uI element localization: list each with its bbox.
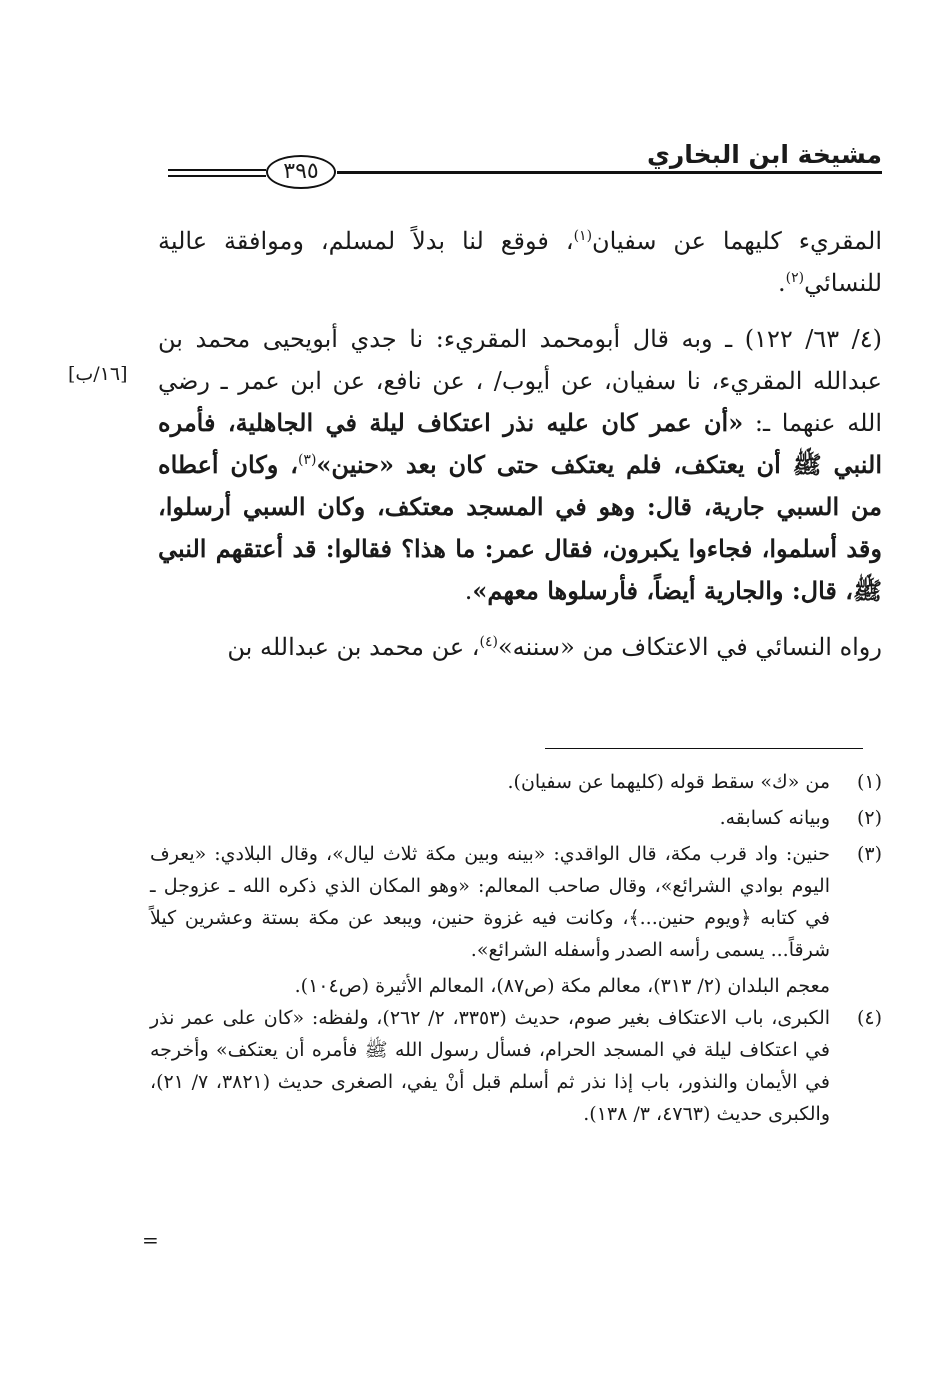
- hadith-text: «أن عمر كان عليه نذر اعتكاف ليلة في الجاهلية، فأمره النبي ﷺ أن يعتكف، فلم يعتكف حتى كان بعد «حنين»: [158, 408, 882, 479]
- text-span: المقريء كليهما عن سفيان: [592, 227, 882, 255]
- footnote-ref-2: (٢): [785, 270, 805, 286]
- text-span: ، فوقع لنا بدلاً لمسلم، وموافقة عالية للنسائي: [158, 227, 882, 297]
- book-title: مشيخة ابن البخاري: [646, 140, 882, 169]
- footnote-4: [150, 1002, 882, 1130]
- text-span: رواه النسائي في الاعتكاف من «سننه»: [498, 633, 882, 661]
- paragraph-1: [158, 220, 882, 304]
- text-span: ، عن محمد بن عبدالله بن: [227, 633, 480, 661]
- footnote-text: حنين: واد قرب مكة، قال الواقدي: «بينه وبين مكة ثلاث ليال»، وقال البلادي: «يعرف اليوم بوادي الشرائع»، وقال صاحب المعالم: «وهو المكان الذي ذكره الله ـ عزوجل ـ في كتابه ﴿ويوم حنين...﴾، وكانت فيه غزوة حنين، ويبعد عن مكة بستة وعشرين كيلاً شرقاً... يسمى رأسه الصدر وأسفله الشرائع».: [150, 843, 830, 961]
- hadith-chain: (٤/ ٦٣/ ١٢٢) ـ وبه قال أبومحمد المقريء: نا جدي أبويحيى محمد بن عبدالله المقريء، نا سفيان، عن أيوب/ ، عن نافع، عن ابن عمر ـ رضي الله عنهما ـ:: [158, 325, 882, 437]
- footnote-text: من «ك» سقط قوله (كليهما عن سفيان).: [507, 771, 830, 793]
- continuation-mark: =: [142, 1228, 159, 1252]
- paragraph-3: [158, 626, 882, 668]
- footnote-ref-1: (١): [573, 228, 593, 244]
- footnote-text: وبيانه كسابقه.: [719, 807, 830, 829]
- footnote-number: (٢): [856, 807, 882, 829]
- header-rule: [337, 171, 882, 174]
- paragraph-2: [158, 318, 882, 612]
- footnote-number: (٣): [856, 843, 882, 865]
- footnote-ref-4: (٤): [479, 634, 498, 650]
- main-text: [158, 220, 882, 668]
- footnote-number: (١): [856, 771, 882, 793]
- footnote-2: [150, 802, 882, 834]
- footnote-1: [150, 766, 882, 798]
- footnotes: [150, 766, 882, 1134]
- text-span: .: [464, 577, 473, 605]
- hadith-text-cont: ، وكان أعطاه من السبي جارية، قال: وهو في المسجد معتكف، وكان السبي أرسلوا، وقد أسلموا، فجاءوا يكبرون، فقال عمر: ما هذا؟ فقالوا: قد أعتقهم النبي ﷺ، قال: والجارية أيضاً، فأرسلوها معهم»: [158, 450, 882, 605]
- footnote-separator: [545, 748, 863, 749]
- footnote-3-sources: معجم البلدان (٢/ ٣١٣)، معالم مكة (ص٨٧)، المعالم الأثيرة (ص١٠٤).: [294, 975, 830, 997]
- footnote-number: (٤): [856, 1007, 882, 1029]
- footnote-3: [150, 838, 882, 966]
- footnote-text: الكبرى، باب الاعتكاف بغير صوم، حديث (٣٣٥٣، ٢/ ٢٦٢)، ولفظه: «كان على عمر نذر في اعتكاف ليلة في المسجد الحرام، فسأل رسول الله ﷺ فأمره أن يعتكف» وأخرجه في الأيمان والنذور، باب إذا نذر ثم أسلم قبل أنْ يفي، الصغرى حديث (٣٨٢١، ٧/ ٢١)، والكبرى حديث (٤٧٦٣، ٣/ ١٣٨).: [150, 1007, 831, 1125]
- header-rule-short-top: [168, 169, 266, 171]
- text-span: .: [777, 269, 786, 297]
- footnote-ref-3: (٣): [297, 452, 317, 468]
- manuscript-folio-note: [١٦/ب]: [68, 363, 128, 385]
- header-rule-short-bottom: [168, 175, 266, 177]
- page-number: ٣٩٥: [266, 155, 336, 189]
